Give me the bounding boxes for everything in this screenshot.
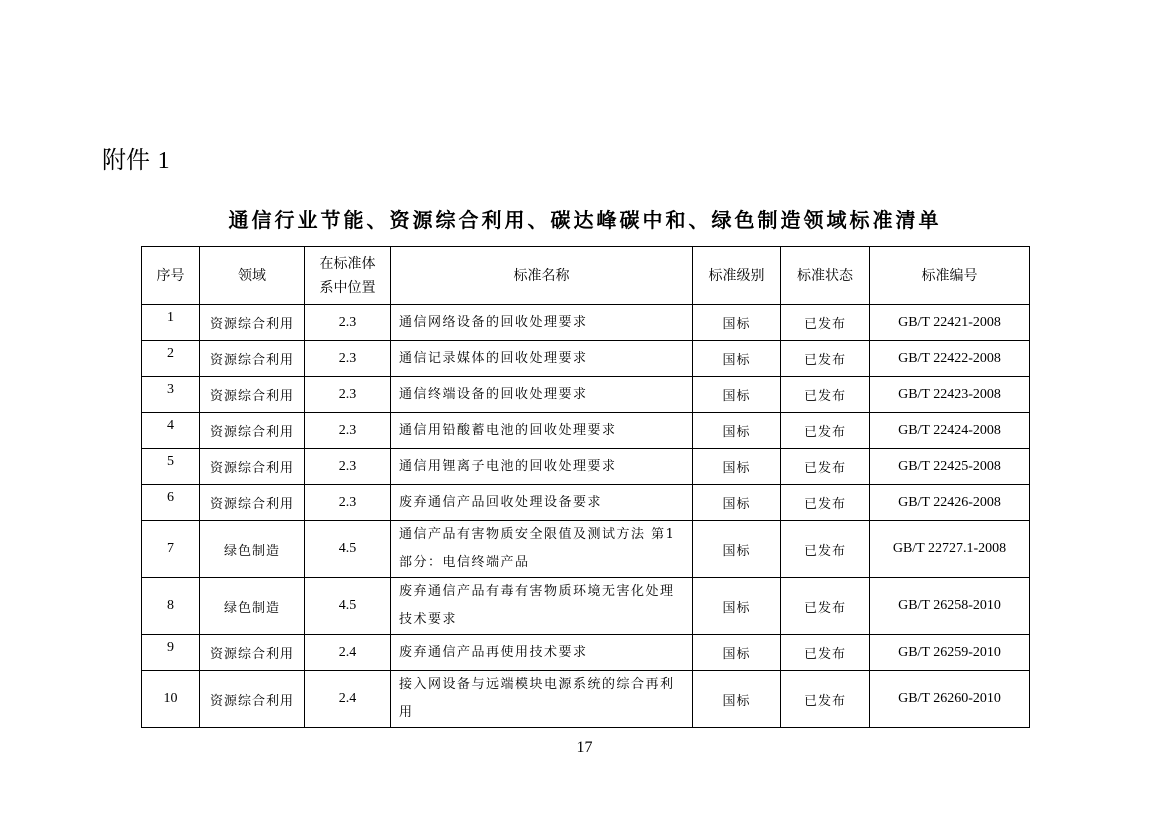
cell-level: 国标 xyxy=(693,449,781,485)
cell-name: 废弃通信产品回收处理设备要求 xyxy=(391,485,693,521)
cell-status: 已发布 xyxy=(781,578,870,635)
table-row xyxy=(142,671,1030,728)
cell-status: 已发布 xyxy=(781,485,870,521)
cell-domain: 资源综合利用 xyxy=(200,305,305,341)
cell-level: 国标 xyxy=(693,377,781,413)
cell-level: 国标 xyxy=(693,671,781,728)
cell-domain: 绿色制造 xyxy=(200,578,305,635)
cell-name: 通信用铅酸蓄电池的回收处理要求 xyxy=(391,413,693,449)
cell-position: 4.5 xyxy=(305,521,391,578)
cell-domain: 绿色制造 xyxy=(200,521,305,578)
cell-seq: 9 xyxy=(142,635,200,671)
cell-status: 已发布 xyxy=(781,305,870,341)
cell-seq: 6 xyxy=(142,485,200,521)
cell-level: 国标 xyxy=(693,485,781,521)
table-row xyxy=(142,449,1030,485)
cell-level: 国标 xyxy=(693,635,781,671)
page-number: 17 xyxy=(576,739,593,756)
cell-domain: 资源综合利用 xyxy=(200,485,305,521)
cell-domain: 资源综合利用 xyxy=(200,413,305,449)
header-name: 标准名称 xyxy=(391,247,693,305)
cell-domain: 资源综合利用 xyxy=(200,377,305,413)
header-position xyxy=(305,247,391,305)
header-position-line2: 系中位置 xyxy=(319,279,376,296)
header-seq: 序号 xyxy=(142,247,200,305)
table-row xyxy=(142,578,1030,635)
cell-level: 国标 xyxy=(693,578,781,635)
cell-status: 已发布 xyxy=(781,341,870,377)
cell-level: 国标 xyxy=(693,413,781,449)
cell-status: 已发布 xyxy=(781,671,870,728)
cell-level: 国标 xyxy=(693,521,781,578)
cell-name: 通信终端设备的回收处理要求 xyxy=(391,377,693,413)
cell-code: GB/T 26260-2010 xyxy=(870,671,1030,728)
cell-domain: 资源综合利用 xyxy=(200,341,305,377)
table-row xyxy=(142,413,1030,449)
header-status: 标准状态 xyxy=(781,247,870,305)
cell-position: 2.3 xyxy=(305,485,391,521)
cell-code: GB/T 22426-2008 xyxy=(870,485,1030,521)
cell-position: 2.3 xyxy=(305,413,391,449)
cell-position: 4.5 xyxy=(305,578,391,635)
table-row xyxy=(142,521,1030,578)
cell-code: GB/T 22423-2008 xyxy=(870,377,1030,413)
cell-position: 2.3 xyxy=(305,341,391,377)
cell-position: 2.3 xyxy=(305,377,391,413)
cell-seq: 5 xyxy=(142,449,200,485)
header-code: 标准编号 xyxy=(870,247,1030,305)
cell-name: 接入网设备与远端模块电源系统的综合再利用 xyxy=(391,671,693,728)
cell-status: 已发布 xyxy=(781,377,870,413)
cell-seq: 8 xyxy=(142,578,200,635)
cell-domain: 资源综合利用 xyxy=(200,449,305,485)
cell-position: 2.4 xyxy=(305,671,391,728)
cell-level: 国标 xyxy=(693,305,781,341)
cell-code: GB/T 26258-2010 xyxy=(870,578,1030,635)
cell-level: 国标 xyxy=(693,341,781,377)
cell-seq: 2 xyxy=(142,341,200,377)
standards-table xyxy=(141,246,1030,728)
cell-position: 2.3 xyxy=(305,305,391,341)
cell-name: 通信记录媒体的回收处理要求 xyxy=(391,341,693,377)
header-level: 标准级别 xyxy=(693,247,781,305)
cell-status: 已发布 xyxy=(781,449,870,485)
cell-domain: 资源综合利用 xyxy=(200,635,305,671)
cell-seq: 10 xyxy=(142,671,200,728)
table-row xyxy=(142,635,1030,671)
cell-code: GB/T 22424-2008 xyxy=(870,413,1030,449)
cell-seq: 7 xyxy=(142,521,200,578)
cell-seq: 4 xyxy=(142,413,200,449)
cell-code: GB/T 22422-2008 xyxy=(870,341,1030,377)
attachment-number: 1 xyxy=(157,148,170,174)
cell-name: 通信网络设备的回收处理要求 xyxy=(391,305,693,341)
cell-domain: 资源综合利用 xyxy=(200,671,305,728)
table-row xyxy=(142,341,1030,377)
cell-name: 废弃通信产品有毒有害物质环境无害化处理技术要求 xyxy=(391,578,693,635)
cell-status: 已发布 xyxy=(781,521,870,578)
cell-position: 2.3 xyxy=(305,449,391,485)
table-row xyxy=(142,485,1030,521)
cell-code: GB/T 26259-2010 xyxy=(870,635,1030,671)
cell-name: 通信产品有害物质安全限值及测试方法 第1部分：电信终端产品 xyxy=(391,521,693,578)
cell-position: 2.4 xyxy=(305,635,391,671)
table-row xyxy=(142,377,1030,413)
attachment-label xyxy=(102,140,170,175)
header-position-line1: 在标准体 xyxy=(319,255,376,272)
header-domain: 领域 xyxy=(200,247,305,305)
attachment-word: 附件 xyxy=(102,146,150,174)
cell-seq: 3 xyxy=(142,377,200,413)
cell-name: 通信用锂离子电池的回收处理要求 xyxy=(391,449,693,485)
cell-name: 废弃通信产品再使用技术要求 xyxy=(391,635,693,671)
document-title: 通信行业节能、资源综合利用、碳达峰碳中和、绿色制造领域标准清单 xyxy=(228,208,942,232)
cell-status: 已发布 xyxy=(781,413,870,449)
cell-code: GB/T 22425-2008 xyxy=(870,449,1030,485)
table-header-row xyxy=(142,247,1030,305)
cell-code: GB/T 22727.1-2008 xyxy=(870,521,1030,578)
cell-status: 已发布 xyxy=(781,635,870,671)
cell-code: GB/T 22421-2008 xyxy=(870,305,1030,341)
table-row xyxy=(142,305,1030,341)
cell-seq: 1 xyxy=(142,305,200,341)
